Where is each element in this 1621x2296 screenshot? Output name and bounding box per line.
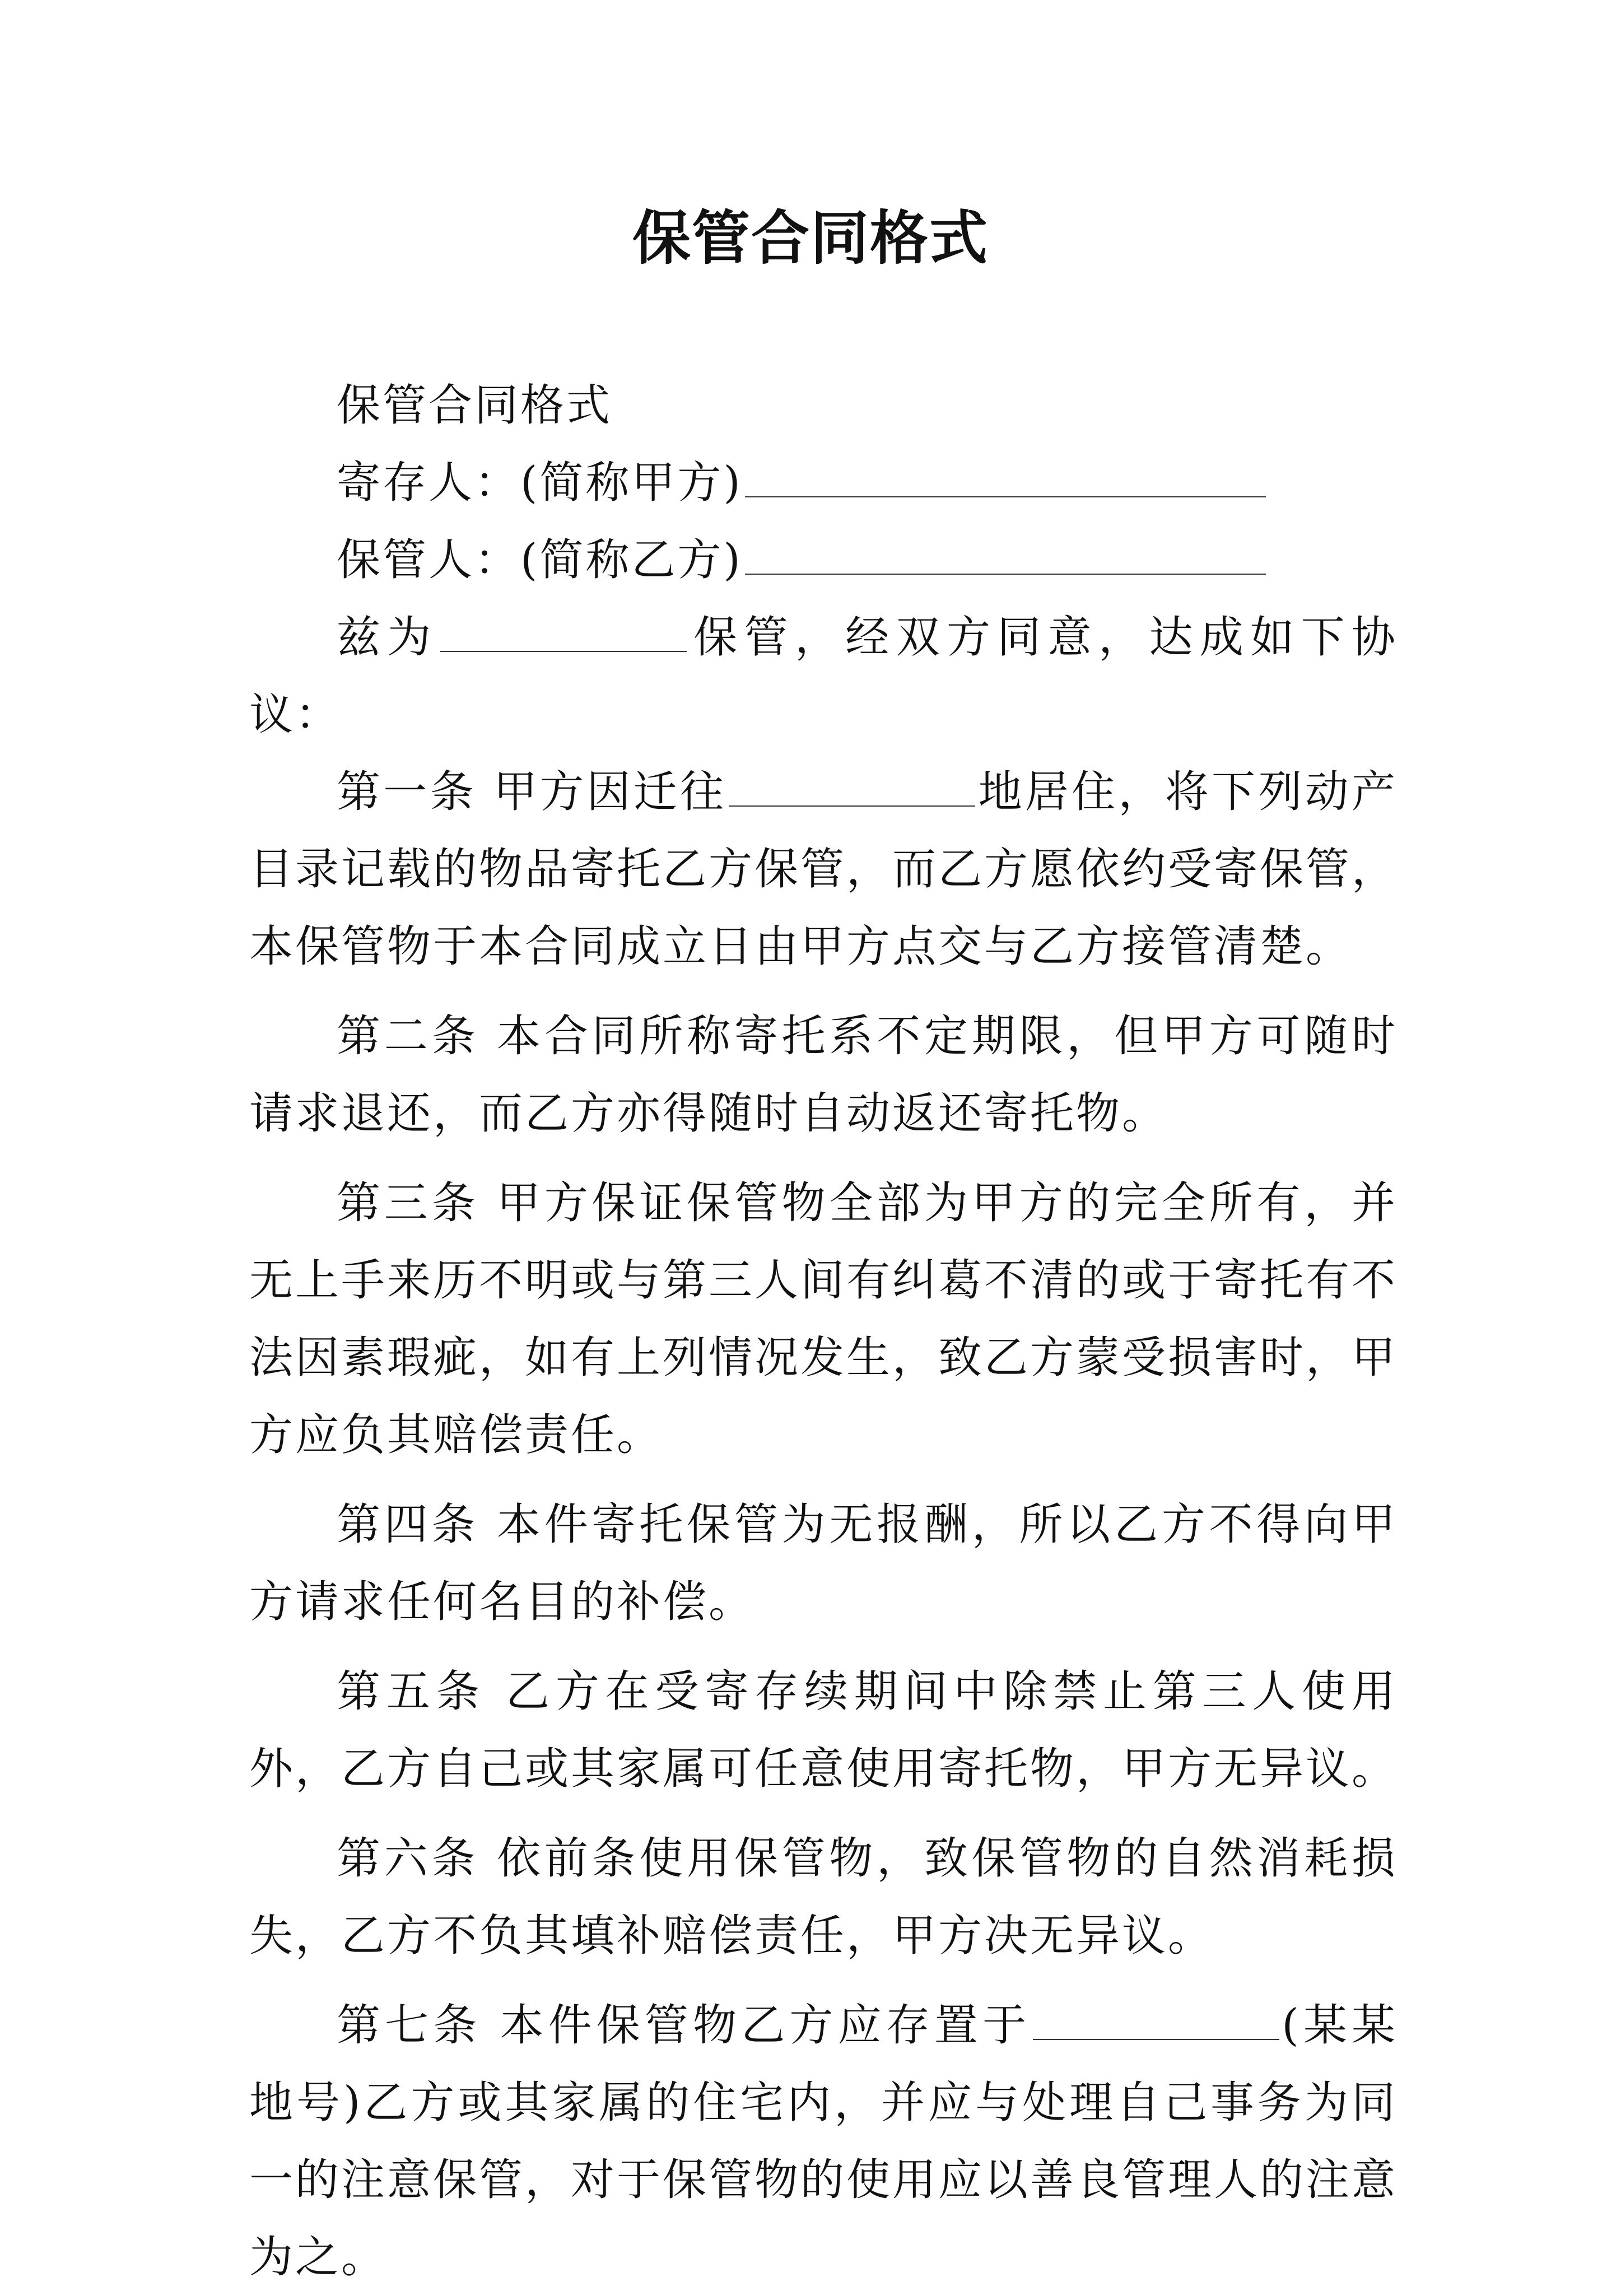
article-4: 第四条 本件寄托保管为无报酬，所以乙方不得向甲方请求任何名目的补偿。	[249, 1499, 1398, 1627]
article-1-suffix: 地居住，将下列动产目录记载的物品寄托乙方保管，而乙方愿依约受寄保管，本保管物于本合同成立日由甲方点交与乙方接管清楚。	[249, 767, 1398, 972]
depositor-line	[249, 444, 1398, 521]
article-1-blank	[729, 766, 975, 807]
subtitle-line	[249, 367, 1398, 444]
document-body	[249, 367, 1398, 2296]
depositor-blank	[745, 457, 1266, 497]
article-7	[249, 1987, 1398, 2296]
depositor-label: 寄存人：(简称甲方)	[337, 458, 743, 508]
article-5: 第五条 乙方在受寄存续期间中除禁止第三人使用外，乙方自己或其家属可任意使用寄托物，甲方无异议。	[249, 1666, 1398, 1794]
custodian-label: 保管人：(简称乙方)	[337, 535, 743, 585]
intro-line	[249, 599, 1398, 753]
subtitle-text: 保管合同格式	[337, 380, 613, 431]
custodian-blank	[745, 534, 1266, 575]
intro-blank	[440, 612, 687, 652]
article-3: 第三条 甲方保证保管物全部为甲方的完全所有，并无上手来历不明或与第三人间有纠葛不清的或于寄托有不法因素瑕疵，如有上列情况发生，致乙方蒙受损害时，甲方应负其赔偿责任。	[249, 1178, 1398, 1460]
article-6: 第六条 依前条使用保管物，致保管物的自然消耗损失，乙方不负其填补赔偿责任，甲方决无异议。	[249, 1833, 1398, 1961]
custodian-line	[249, 521, 1398, 599]
intro-suffix: 保管，经双方同意，达成如下协议：	[249, 612, 1398, 740]
article-2: 第二条 本合同所称寄托系不定期限，但甲方可随时请求退还，而乙方亦得随时自动返还寄托物。	[249, 1011, 1398, 1139]
article-1-prefix: 第一条 甲方因迁往	[337, 767, 727, 817]
intro-prefix: 兹为	[337, 612, 438, 663]
article-7-prefix: 第七条 本件保管物乙方应存置于	[337, 2000, 1031, 2051]
document-title: 保管合同格式	[632, 203, 989, 272]
article-7-blank	[1033, 2000, 1279, 2040]
article-7-suffix: (某某地号)乙方或其家属的住宅内，并应与处理自己事务为同一的注意保管，对于保管物的使用应以善良管理人的注意为之。	[249, 2000, 1398, 2283]
article-1	[249, 753, 1398, 985]
